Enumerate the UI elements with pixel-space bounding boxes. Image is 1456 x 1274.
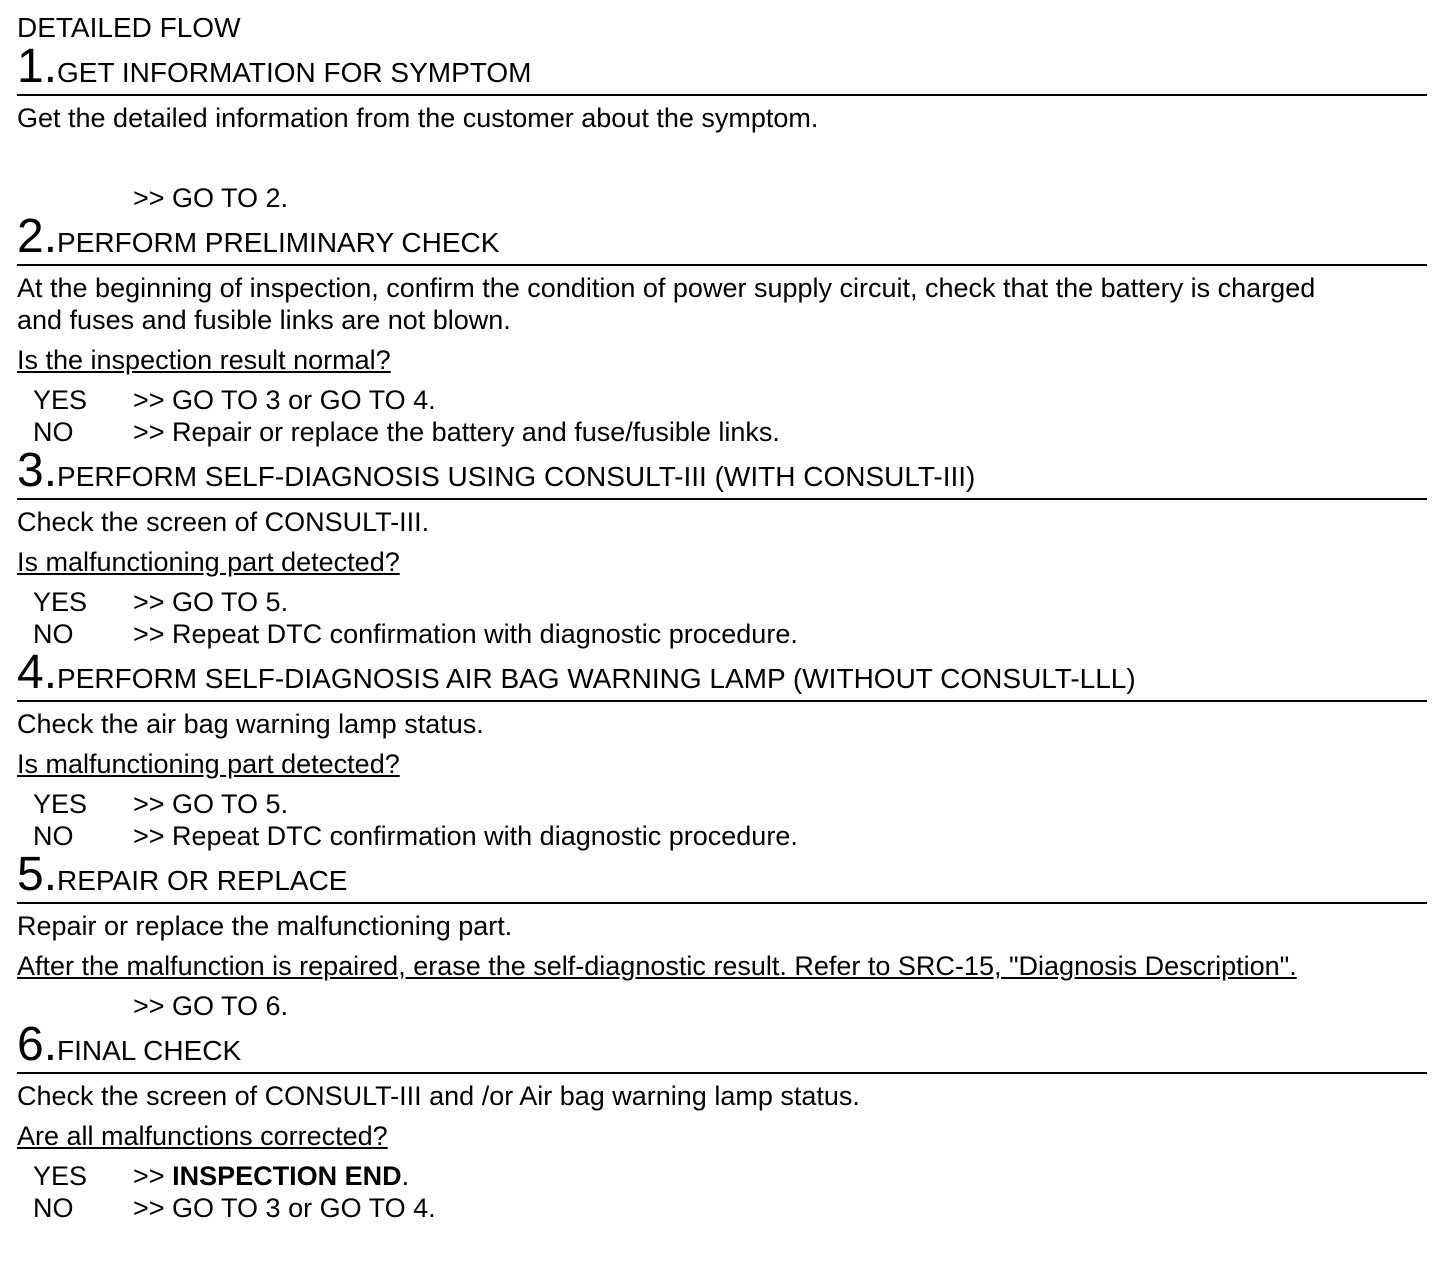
step-3-header <box>17 444 1427 497</box>
step-5-text: Repair or replace the malfunctioning part. <box>17 911 513 941</box>
no-label: NO <box>33 417 74 447</box>
yes-action <box>133 1160 409 1192</box>
document-title: DETAILED FLOW <box>17 12 241 43</box>
step-6-no-row <box>17 1192 1427 1224</box>
yes-action: >> GO TO 5. <box>133 587 289 617</box>
yes-action: >> GO TO 3 or GO TO 4. <box>133 385 436 415</box>
step-6-question: Are all malfunctions corrected? <box>17 1121 388 1151</box>
no-action: >> Repair or replace the battery and fuse/fusible links. <box>133 417 780 447</box>
step-2-no-row <box>17 416 1427 448</box>
step-3-yes-row <box>17 586 1427 618</box>
step-1-text: Get the detailed information from the customer about the symptom. <box>17 103 819 133</box>
step-2-number: 2. <box>17 210 58 263</box>
step-1-go-to: >> GO TO 2. <box>133 183 289 213</box>
step-4-header <box>17 646 1427 699</box>
inspection-end-text: INSPECTION END <box>172 1161 402 1191</box>
step-6-number: 6. <box>17 1018 58 1071</box>
step-4-yes-row <box>17 788 1427 820</box>
step-2-yes-row <box>17 384 1427 416</box>
step-3-number: 3. <box>17 444 58 497</box>
step-6-text: Check the screen of CONSULT-III and /or Air bag warning lamp status. <box>17 1081 860 1111</box>
no-label: NO <box>33 619 74 649</box>
no-action: >> Repeat DTC confirmation with diagnostic procedure. <box>133 619 798 649</box>
no-label: NO <box>33 1193 74 1223</box>
step-2-text-line-1: At the beginning of inspection, confirm the condition of power supply circuit, check that the battery is charged <box>17 273 1316 303</box>
step-4-number: 4. <box>17 646 58 699</box>
yes-label: YES <box>33 789 88 819</box>
step-5-header <box>17 848 1427 901</box>
step-3-question: Is malfunctioning part detected? <box>17 547 400 577</box>
step-1-number: 1. <box>17 40 58 93</box>
yes-label: YES <box>33 1161 88 1191</box>
step-1-header <box>17 40 1427 93</box>
step-2-question: Is the inspection result normal? <box>17 345 391 375</box>
step-3 <box>17 444 1427 650</box>
step-4-question: Is malfunctioning part detected? <box>17 749 400 779</box>
no-action: >> Repeat DTC confirmation with diagnostic procedure. <box>133 821 798 851</box>
step-6-yes-row <box>17 1160 1427 1192</box>
no-action: >> GO TO 3 or GO TO 4. <box>133 1193 436 1223</box>
step-3-text: Check the screen of CONSULT-III. <box>17 507 430 537</box>
yes-label: YES <box>33 587 88 617</box>
yes-label: YES <box>33 385 88 415</box>
step-6-header <box>17 1018 1427 1071</box>
step-5-number: 5. <box>17 848 58 901</box>
detailed-flow-document <box>17 0 1427 1224</box>
step-5-title: REPAIR OR REPLACE <box>57 865 348 896</box>
step-2 <box>17 210 1427 448</box>
yes-action-prefix: >> <box>133 1161 165 1191</box>
step-2-title: PERFORM PRELIMINARY CHECK <box>57 227 500 258</box>
step-4 <box>17 646 1427 852</box>
step-5 <box>17 848 1427 1022</box>
step-5-reference-note: After the malfunction is repaired, erase the self-diagnostic result. Refer to SRC-15, "Diagnosis Description". <box>17 951 1297 981</box>
step-1 <box>17 40 1427 214</box>
yes-action: >> GO TO 5. <box>133 789 289 819</box>
step-6 <box>17 1018 1427 1224</box>
step-4-text: Check the air bag warning lamp status. <box>17 709 484 739</box>
step-6-title: FINAL CHECK <box>57 1035 242 1066</box>
no-label: NO <box>33 821 74 851</box>
yes-action-suffix: . <box>401 1161 410 1191</box>
step-4-no-row <box>17 820 1427 852</box>
step-4-title: PERFORM SELF-DIAGNOSIS AIR BAG WARNING LAMP (WITHOUT CONSULT-LLL) <box>57 663 1136 694</box>
step-5-go-to: >> GO TO 6. <box>133 991 289 1021</box>
step-3-no-row <box>17 618 1427 650</box>
step-2-text-line-2: and fuses and fusible links are not blown. <box>17 305 511 335</box>
step-2-header <box>17 210 1427 263</box>
step-1-title: GET INFORMATION FOR SYMPTOM <box>57 57 532 88</box>
step-3-title: PERFORM SELF-DIAGNOSIS USING CONSULT-III (WITH CONSULT-III) <box>57 461 976 492</box>
